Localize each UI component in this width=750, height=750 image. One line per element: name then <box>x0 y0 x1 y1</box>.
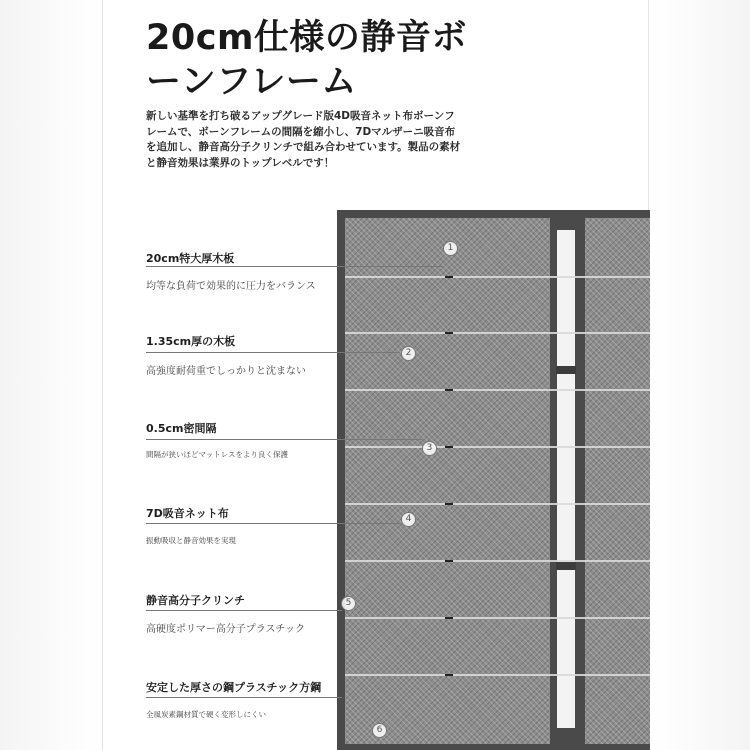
slat-line <box>345 389 650 391</box>
page-title <box>146 16 467 104</box>
slat-line <box>345 276 650 278</box>
feature-6-desc: 全風炭素鋼材質で硬く変形しにくい <box>146 710 266 719</box>
bed-frame-illustration <box>337 210 650 750</box>
slat-line <box>345 617 650 619</box>
feature-1-desc: 均等な負荷で効果的に圧力をバランス <box>146 281 316 292</box>
badge-2: 2 <box>401 346 416 361</box>
feature-1-title: 20cm特大厚木板 <box>146 252 235 265</box>
slat-line <box>345 332 650 334</box>
feature-2-desc: 高強度耐荷重でしっかりと沈まない <box>146 366 306 377</box>
badge-1: 1 <box>443 241 458 256</box>
feature-2-title: 1.35cm厚の木板 <box>146 335 236 348</box>
frame-gap <box>557 230 575 728</box>
left-divider <box>102 0 103 750</box>
feature-2-leader <box>146 352 400 353</box>
left-background-fade <box>0 0 102 750</box>
slat-line <box>345 446 650 448</box>
clinch-tick <box>445 560 453 562</box>
feature-5-desc: 高硬度ポリマー高分子プラスチック <box>146 624 305 635</box>
frame-crossbar-2 <box>556 562 576 570</box>
mesh-panel-right <box>585 218 650 744</box>
feature-6-leader <box>146 697 342 698</box>
frame-crossbar-1 <box>556 366 576 374</box>
badge-5: 5 <box>341 596 356 611</box>
feature-3-leader <box>146 439 422 440</box>
feature-3-desc: 間隔が狭いほどマットレスをより良く保護 <box>146 450 288 459</box>
clinch-tick <box>445 674 453 676</box>
clinch-tick <box>445 389 453 391</box>
feature-4-title: 7D吸音ネット布 <box>146 507 229 520</box>
slat-line <box>345 503 650 505</box>
title-line-1: 20cm仕様の静音ボ <box>146 18 467 58</box>
feature-6-title: 安定した厚さの鋼プラスチック方鋼 <box>146 681 322 694</box>
badge-4: 4 <box>401 512 416 527</box>
intro-description: 新しい基準を打ち破るアップグレード版4D吸音ネット布ボーンフ レームで、ボーンフレームの間隔を縮小し、7Dマルザーニ吸音布 を追加し、静音高分子クリンチで組み合わせています。製品の素材 と静音効果は業界のトップレベルです！ <box>146 110 461 169</box>
badge-6: 6 <box>372 723 387 738</box>
feature-5-title: 静音高分子クリンチ <box>146 594 245 607</box>
feature-5-leader <box>146 610 342 611</box>
feature-4-leader <box>146 523 400 524</box>
clinch-tick <box>445 617 453 619</box>
feature-4-desc: 振動吸収と静音効果を実現 <box>146 536 236 545</box>
right-background-fade <box>650 0 750 750</box>
feature-3-title: 0.5cm密間隔 <box>146 422 217 435</box>
slat-line <box>345 674 650 676</box>
clinch-tick <box>445 332 453 334</box>
badge-3: 3 <box>422 441 437 456</box>
title-line-2: ーンフレーム <box>146 62 357 102</box>
slat-line <box>345 560 650 562</box>
clinch-tick <box>445 503 453 505</box>
clinch-tick <box>445 446 453 448</box>
mesh-panel-left <box>345 218 550 744</box>
clinch-tick <box>445 276 453 278</box>
feature-1-leader <box>146 266 442 267</box>
